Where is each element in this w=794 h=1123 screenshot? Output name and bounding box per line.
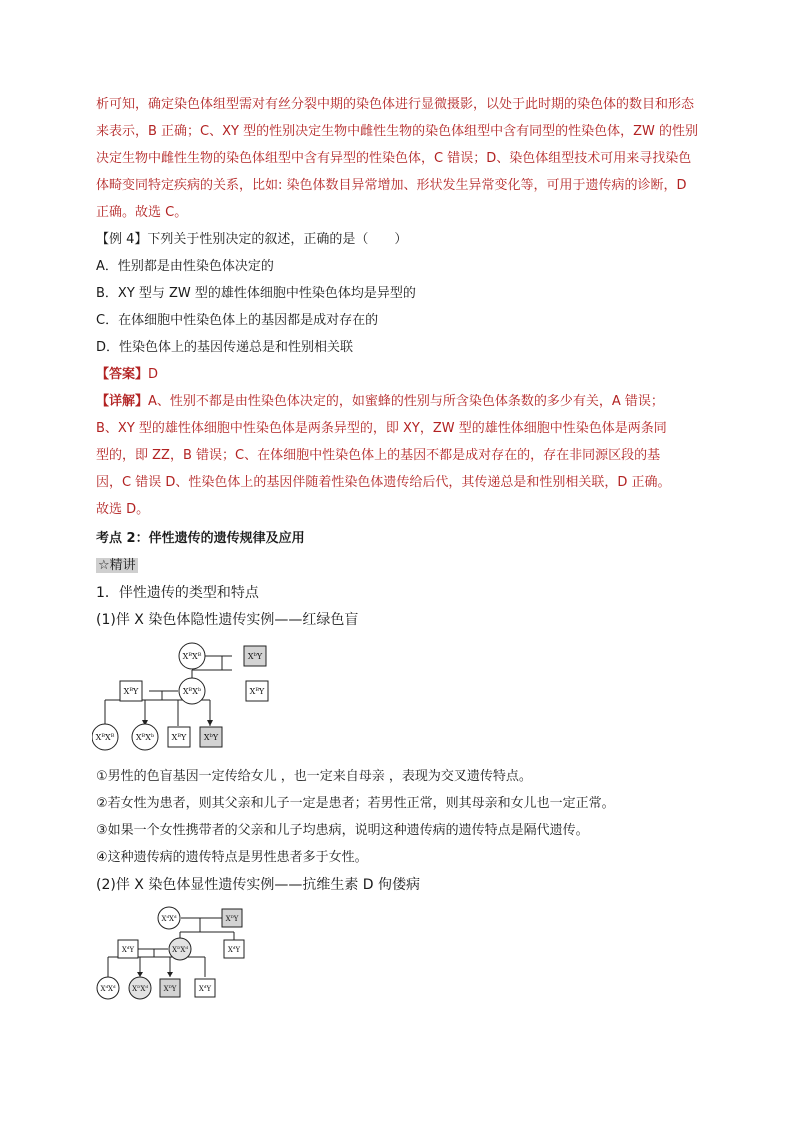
section-tag-line — [96, 557, 138, 575]
detail-line: 因，C 错误 D、性染色体上的基因伴随着性染色体遗传给后代，其传递总是和性别相关联，D 正确。 — [96, 475, 671, 490]
pedigree2-p_male-genotype: $X^dY$ — [121, 945, 135, 954]
pedigree2-c1-genotype: $X^dX^d$ — [100, 984, 116, 993]
paragraph-line: 正确。故选 C。 — [96, 205, 188, 220]
point-2: ②若女性为患者，则其父亲和儿子一定是患者；若男性正常，则其母亲和女儿也一定正常。 — [96, 796, 615, 811]
answer — [96, 366, 158, 384]
part2-title: (2)伴 X 染色体显性遗传实例——抗维生素 D 佝偻病 — [96, 877, 421, 893]
pedigree1-p_brother-genotype: $X^BY$ — [249, 687, 265, 696]
detail-label: 【详解】 — [96, 394, 149, 409]
pedigree1-gp_female-genotype: $X^BX^B$ — [182, 652, 202, 661]
detail-line — [96, 393, 664, 411]
pedigree1-c1-genotype: $X^BX^B$ — [95, 733, 115, 742]
pedigree1-p_female-genotype: $X^BX^b$ — [182, 687, 202, 696]
section-subtitle: 1．伴性遗传的类型和特点 — [96, 585, 259, 601]
detail-line: B、XY 型的雄性体细胞中性染色体是两条异型的，即 XY，ZW 型的雄性体细胞中性染色体是两条同 — [96, 421, 667, 436]
answer-value: D — [148, 367, 159, 382]
pedigree1-gp_male-genotype: $X^bY$ — [247, 652, 263, 661]
point-4: ④这种遗传病的遗传特点是男性患者多于女性。 — [96, 850, 368, 865]
pedigree1-c3-genotype: $X^BY$ — [171, 733, 187, 742]
example-title: 【例 4】下列关于性别决定的叙述，正确的是（ ） — [96, 232, 408, 247]
section-tag: ☆精讲 — [98, 558, 136, 573]
pedigree-diagram-2 — [96, 905, 256, 1000]
detail-text: A、性别不都是由性染色体决定的，如蜜蜂的性别与所含染色体条数的多少有关，A 错误； — [148, 394, 664, 409]
pedigree1-c2-genotype: $X^BX^b$ — [135, 733, 155, 742]
pedigree2-c2-genotype: $X^DX^d$ — [132, 984, 148, 993]
pedigree2-p_female-genotype: $X^DX^d$ — [172, 945, 188, 954]
answer-label: 【答案】 — [96, 367, 149, 382]
pedigree2-c3-genotype: $X^DY$ — [163, 984, 177, 993]
pedigree2-gp_female-genotype: $X^dX^d$ — [161, 914, 177, 923]
pedigree2-p_brother-genotype: $X^dY$ — [227, 945, 241, 954]
option-c: C．在体细胞中性染色体上的基因都是成对存在的 — [96, 313, 379, 328]
pedigree-symbols-1 — [92, 640, 282, 752]
section-title: 考点 2：伴性遗传的遗传规律及应用 — [96, 531, 305, 546]
pedigree1-c4-genotype: $X^bY$ — [203, 733, 219, 742]
part1-title: (1)伴 X 染色体隐性遗传实例——红绿色盲 — [96, 612, 359, 628]
pedigree2-gp_male-genotype: $X^DY$ — [225, 914, 239, 923]
paragraph-line: 来表示，B 正确；C、XY 型的性别决定生物中雌性生物的染色体组型中含有同型的性染色体，ZW 的性别 — [96, 124, 698, 139]
paragraph-line: 析可知，确定染色体组型需对有丝分裂中期的染色体进行显微摄影，以处于此时期的染色体的数目和形态 — [96, 97, 695, 112]
option-a: A．性别都是由性染色体决定的 — [96, 259, 274, 274]
paragraph-line: 体畸变同特定疾病的关系，比如: 染色体数目异常增加、形状发生异常变化等，可用于遗传病的诊断，D — [96, 178, 687, 193]
point-1: ①男性的色盲基因一定传给女儿 ，也一定来自母亲 ，表现为交叉遗传特点。 — [96, 769, 532, 784]
point-3: ③如果一个女性携带者的父亲和儿子均患病，说明这种遗传病的遗传特点是隔代遗传。 — [96, 823, 589, 838]
option-b: B．XY 型与 ZW 型的雄性体细胞中性染色体均是异型的 — [96, 286, 416, 301]
pedigree1-p_male-genotype: $X^BY$ — [123, 687, 139, 696]
pedigree2-c4-genotype: $X^dY$ — [198, 984, 212, 993]
detail-line: 型的，即 ZZ，B 错误；C、在体细胞中性染色体上的基因不都是成对存在的，存在非同源区段的基 — [96, 448, 661, 463]
option-d: D．性染色体上的基因传递总是和性别相关联 — [96, 340, 354, 355]
paragraph-line: 决定生物中雌性生物的染色体组型中含有异型的性染色体，C 错误；D、染色体组型技术可用来寻找染色 — [96, 151, 692, 166]
detail-line: 故选 D。 — [96, 502, 150, 517]
